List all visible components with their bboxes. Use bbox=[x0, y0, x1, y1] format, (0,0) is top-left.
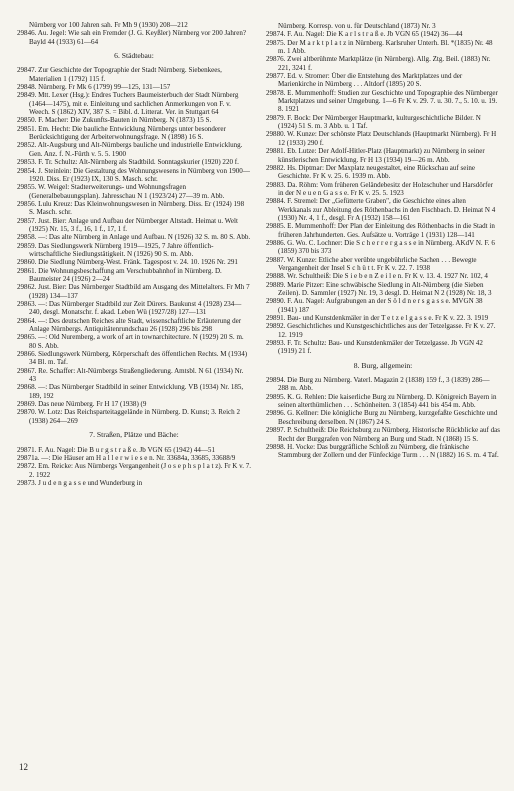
bibliography-entry: 29868. —: Das Nürnberger Stadtbild in seiner Entwicklung. VB (1934) Nr. 185, 189, 192 bbox=[17, 383, 244, 400]
section-heading: 7. Straßen, Plätze und Bäche: bbox=[89, 430, 179, 440]
bibliography-entry: 29856. Lulu Kreuz: Das Kleinwohnungswesen in Nürnberg. Diss. Er (1924) 198 S. Masch. schr. bbox=[17, 199, 245, 217]
bibliography-entry: 29886. G. Wo. C. Lochner: Die S c h e r r e r g a s s e in Nürnberg. AKdV N. F. 6 (1859) 370 bis 373 bbox=[266, 238, 495, 256]
bibliography-entry: 29875. Der M a r k t p l a t z in Nürnberg. Karlsruher Unterh. Bl. *(1835) Nr. 48 m. 1 Abb. bbox=[266, 38, 493, 56]
bibliography-entry: 29867. Re. Schaffer: Alt-Nürnbergs Straßengliederung. Amtsbl. N 61 (1934) Nr. 43 bbox=[17, 366, 244, 384]
bibliography-entry: 29851. Em. Hecht: Die bauliche Entwicklung Nürnbergs unter besonderer Berücksichtigung der Arbeiterwohnungsfrage. N (1898) 16 S. bbox=[17, 124, 226, 142]
bibliography-entry: 29849. Mtt. Lexer (Hsg.): Endres Tuchers Baumeisterbuch der Stadt Nürnberg (1464—1475), mit e. Einleitung und sachlichen Anmerkungen von F. v. Weech. S (1862) XIV, 387 S. = Bibl. d. Litterat. Ver. in Stuttgart 64 bbox=[17, 91, 239, 117]
bibliography-entry: 29848. Nürnberg. Fr Mk 6 (1799) 99—125, 131—157 bbox=[17, 83, 171, 92]
bibliography-entry: 29893. F. Tr. Schultz: Bau- und Kunstdenkmäler der Tetzelgasse. Jb VGN 42 (1919) 21 f. bbox=[266, 339, 483, 356]
bibliography-entry: 29852. Alt-Augsburg und Alt-Nürnbergs bauliche und industrielle Entwicklung. Gen. Anz. f. N.-Fürth v. 5. 5. 1900 bbox=[17, 141, 243, 158]
bibliography-entry: 29895. K. G. Rehlen: Die kaiserliche Burg zu Nürnberg. D. Königreich Bayern in seinen alterthümlichen . . . Schönheiten. 3 (1854) 441 bis 454 m. Abb. bbox=[266, 392, 497, 410]
bibliography-entry: 29888. Wr. Schultheiß: Die S i e b e n Z e i l e n. Fr K v. 13. 4. 1927 Nr. 102, 4 bbox=[266, 272, 488, 281]
bibliography-entry: 29861. Die Wohnungsbeschaffung am Verschubbahnhof in Nürnberg. D. Baumeister 24 (1926) 2—24 bbox=[17, 266, 222, 283]
bibliography-entry: 29871. F. Au. Nagel: Die B u r g s t r a ß e. Jb VGN 65 (1942) 44—51 bbox=[17, 445, 215, 454]
bibliography-entry: 29872. Em. Reicke: Aus Nürnbergs Vergangenheit (J o s e p h s p l a t z). Fr K v. 7. 2. 1922 bbox=[17, 462, 251, 479]
bibliography-entry: 29855. W. Weigel: Stadterweiterungs- und Wohnungsfragen (Generalbebauungsplan). Jahresschau N 1 (1923/24) 27—39 m. Abb. bbox=[17, 183, 225, 200]
bibliography-entry: 29897. P. Schultheiß: Die Reichsburg zu Nürnberg. Historische Rückblicke auf das Recht der Burggrafen von Nürnberg an Burg und Stadt. N (1868) 15 S. bbox=[266, 426, 500, 443]
bibliography-entry: 29881. Eb. Lutze: Der Adolf-Hitler-Platz (Hauptmarkt) zu Nürnberg in seiner künstlerischen Entwicklung. Fr H 13 (1934) 19—26 m. Abb. bbox=[266, 147, 485, 164]
bibliography-entry: 29877. Ed. v. Stromer: Über die Entstehung des Marktplatzes und der Marienkirche in Nürnberg . . . Altdorf (1895) 20 S. bbox=[266, 72, 463, 89]
bibliography-entry: 29883. Da. Röhm: Vom früheren Geländebesitz der Holzschuher und Harsdörfer in der N e u e n G a s s e. Fr K v. 25. 5. 1923 bbox=[266, 180, 493, 197]
section-heading: 8. Burg, allgemein: bbox=[353, 360, 413, 370]
bibliography-entry: 29870. W. Lotz: Das Reichsparteitaggelände in Nürnberg. D. Kunst; 3. Reich 2 (1938) 264—269 bbox=[17, 408, 240, 425]
bibliography-entry: 29887. W. Kunze: Etliche aber verübte ungebührliche Sachen . . . Bewegte Vergangenheit der Insel S c h ü t t. Fr K v. 22. 7. 1938 bbox=[266, 255, 477, 272]
bibliography-entry: 29876. Zwei altberühmte Marktplätze (in Nürnberg). Allg. Ztg. Beil. (1883) Nr. 221, 3241 f. bbox=[266, 55, 491, 72]
bibliography-entry: 29890. F. Au. Nagel: Aufgrabungen an der S ö l d n e r s g a s s e. MVGN 38 (1941) 187 bbox=[266, 297, 483, 314]
bibliography-entry: 29873. J u d e n g a s s e und Wunderburg in bbox=[17, 478, 143, 487]
bibliography-entry: 29862. Just. Bier: Das Nürnberger Stadtbild am Ausgang des Mittelalters. Fr Mh 7 (1928) 134—137 bbox=[17, 283, 250, 300]
bibliography-entry: 29860. Die Siedlung Nürnberg-West. Fränk. Tagespost v. 24. 10. 1926 Nr. 291 bbox=[17, 258, 238, 267]
bibliography-entry: 29874. F. Au. Nagel: Die K a r l s t r a ß e. Jb VGN 65 (1942) 36—44 bbox=[266, 30, 463, 39]
bibliography-entry: 29884. F. Stremel: Der „Gefütterte Graben", die Geschichte eines alten Werkkanals zur Ableitung des Röthenbachs in den Fischbach. D. Heimat N 4 (1930) Nr. 4, 1 f., desgl. Fr A (1932) 158—161 bbox=[266, 197, 496, 222]
bibliography-entry: 29898. H. Vocke: Das burggräfliche Schloß zu Nürnberg, die fränkische Stammburg der Zollern und der Fünfeckige Turm . . . N (1882) 16 S. m. 4 Taf. bbox=[266, 442, 499, 460]
bibliography-entry: 29846. Au. Jegel: Wie sah ein Fremder (J. G. Keyßler) Nürnberg vor 200 Jahren? Bayld 44 (1933) 61—64 bbox=[17, 29, 247, 46]
bibliography-entry: 29865. —: Old Nuremberg, a work of art in townarchitecture. N (1929) 20 S. m. 80 S. Abb. bbox=[17, 333, 244, 350]
left-column bbox=[17, 21, 251, 791]
bibliography-entry: 29854. J. Steinlein: Die Gestaltung des Wohnungswesens in Nürnberg von 1900—1920. Diss. Er (1923) IX, 130 S. Masch. schr. bbox=[17, 166, 250, 183]
right-column bbox=[266, 21, 500, 791]
bibliography-entry: 29885. E. Mummenhoff: Der Plan der Einleitung des Röthenbachs in die Stadt in früheren Jahrhunderten. Ges. Aufsätze u. Vorträge 1 (1931) 128—141 bbox=[266, 222, 495, 239]
bibliography-entry: 29858. —: Das alte Nürnberg in Anlage und Aufbau. N (1926) 32 S. m. 80 S. Abb. bbox=[17, 233, 251, 242]
bibliography-entry: 29847. Zur Geschichte der Topographie der Stadt Nürnberg. Siebenkees, Materialien 1 (1792) 115 f. bbox=[17, 66, 222, 83]
bibliography-entry: 29850. F. Macher: Die Zukunfts-Bauten in Nürnberg. N (1873) 15 S. bbox=[17, 116, 212, 125]
bibliography-entry: 29896. G. Kellner: Die königliche Burg zu Nürnberg, kurzgefaßte Geschichte und Beschreibung derselben. N (1867) 24 S. bbox=[266, 409, 498, 426]
bibliography-entry: 29863. —: Das Nürnberger Stadtbild zur Zeit Dürers. Baukunst 4 (1928) 234—240, desgl. Monatschr. f. akad. Leben Wü (1927/28) 127—131 bbox=[17, 300, 242, 317]
entry-continuation: Nürnberg vor 100 Jahren sah. Fr Mh 9 (1930) 208—212 bbox=[29, 21, 188, 29]
bibliography-entry: 29882. Hs. Diptmar: Der Maxplatz neugestaltet, eine Rückschau auf seine Geschichte. Fr K v. 25. 6. 1939 m. Abb. bbox=[266, 163, 475, 181]
bibliography-entry: 29853. F. Tr. Schultz: Alt-Nürnberg als Stadtbild. Sonntagskurier (1920) 220 f. bbox=[17, 158, 239, 167]
bibliography-entry: 29894. Die Burg zu Nürnberg. Vaterl. Magazin 2 (1838) 159 f., 3 (1839) 286—288 m. Abb. bbox=[266, 376, 490, 393]
bibliography-entry: 29871a. —: Die Häuser am H a l l e r w i e s e n. Nr. 33684a, 33685, 33688/9 bbox=[17, 453, 236, 462]
bibliography-entry: 29889. Marie Pitzer: Eine schwäbische Siedlung in Alt-Nürnberg (die Sieben Zeilen). D. Sammler (1927) Nr. 19, 3 desgl. D. Heimat N 2 (1928) Nr. 18, 3 bbox=[266, 280, 492, 297]
bibliography-entry: 29866. Siedlungswerk Nürnberg, Körperschaft des öffentlichen Rechts. M (1934) 34 Bl. m. Taf. bbox=[17, 350, 248, 367]
page-number: 12 bbox=[19, 762, 28, 772]
bibliography-entry: 29864. —: Des deutschen Reiches alte Stadt, wissenschaftliche Erläuterung der Anlage Nürnbergs. Antiquitätenrundschau 26 (1928) 296 bis 298 bbox=[17, 316, 242, 334]
bibliography-entry: 29891. Bau- und Kunstdenkmäler in der T e t z e l g a s s e. Fr K v. 22. 3. 1919 bbox=[266, 314, 489, 323]
bibliography-entry: 29878. E. Mummenhoff: Studien zur Geschichte und Topographie des Nürnberger Marktplatzes und seiner Umgebung. 1—6 Fr K v. 29. 7. u. 30. 7., 5. 10. u. 19. 8. 1921 bbox=[266, 88, 498, 114]
entry-continuation: Nürnberg. Korresp. von u. für Deutschland (1873) Nr. 3 bbox=[278, 22, 436, 30]
bibliography-entry: 29880. W. Kunze: Der schönste Platz Deutschlands (Hauptmarkt Nürnberg). Fr H 12 (1933) 290 f. bbox=[266, 130, 497, 147]
bibliography-entry: 29869. Das neue Nürnberg. Fr H 17 (1938) (9 bbox=[17, 400, 147, 409]
section-heading: 6. Städtebau: bbox=[114, 51, 154, 61]
bibliography-entry: 29859. Das Siedlungswerk Nürnberg 1919—1925, 7 Jahre öffentlich-wirtschaftliche Siedlungstätigkeit. N (1926) 90 S. m. Abb. bbox=[17, 241, 214, 258]
bibliography-entry: 29879. F. Bock: Der Nürnberger Hauptmarkt, kulturgeschichtliche Bilder. N (1924) 51 S. m. 3 Abb. u. 1 Taf. bbox=[266, 113, 481, 131]
bibliography-entry: 29857. Just. Bier: Anlage und Aufbau der Nürnberger Altstadt. Heimat u. Welt (1925) Nr. 15, 3 f., 16, 1 f., 17, 1 f. bbox=[17, 216, 238, 233]
bibliography-entry: 29892. Geschichtliches und Kunstgeschichtliches aus der Tetzelgasse. Fr K v. 27. 12. 1919 bbox=[266, 322, 496, 339]
